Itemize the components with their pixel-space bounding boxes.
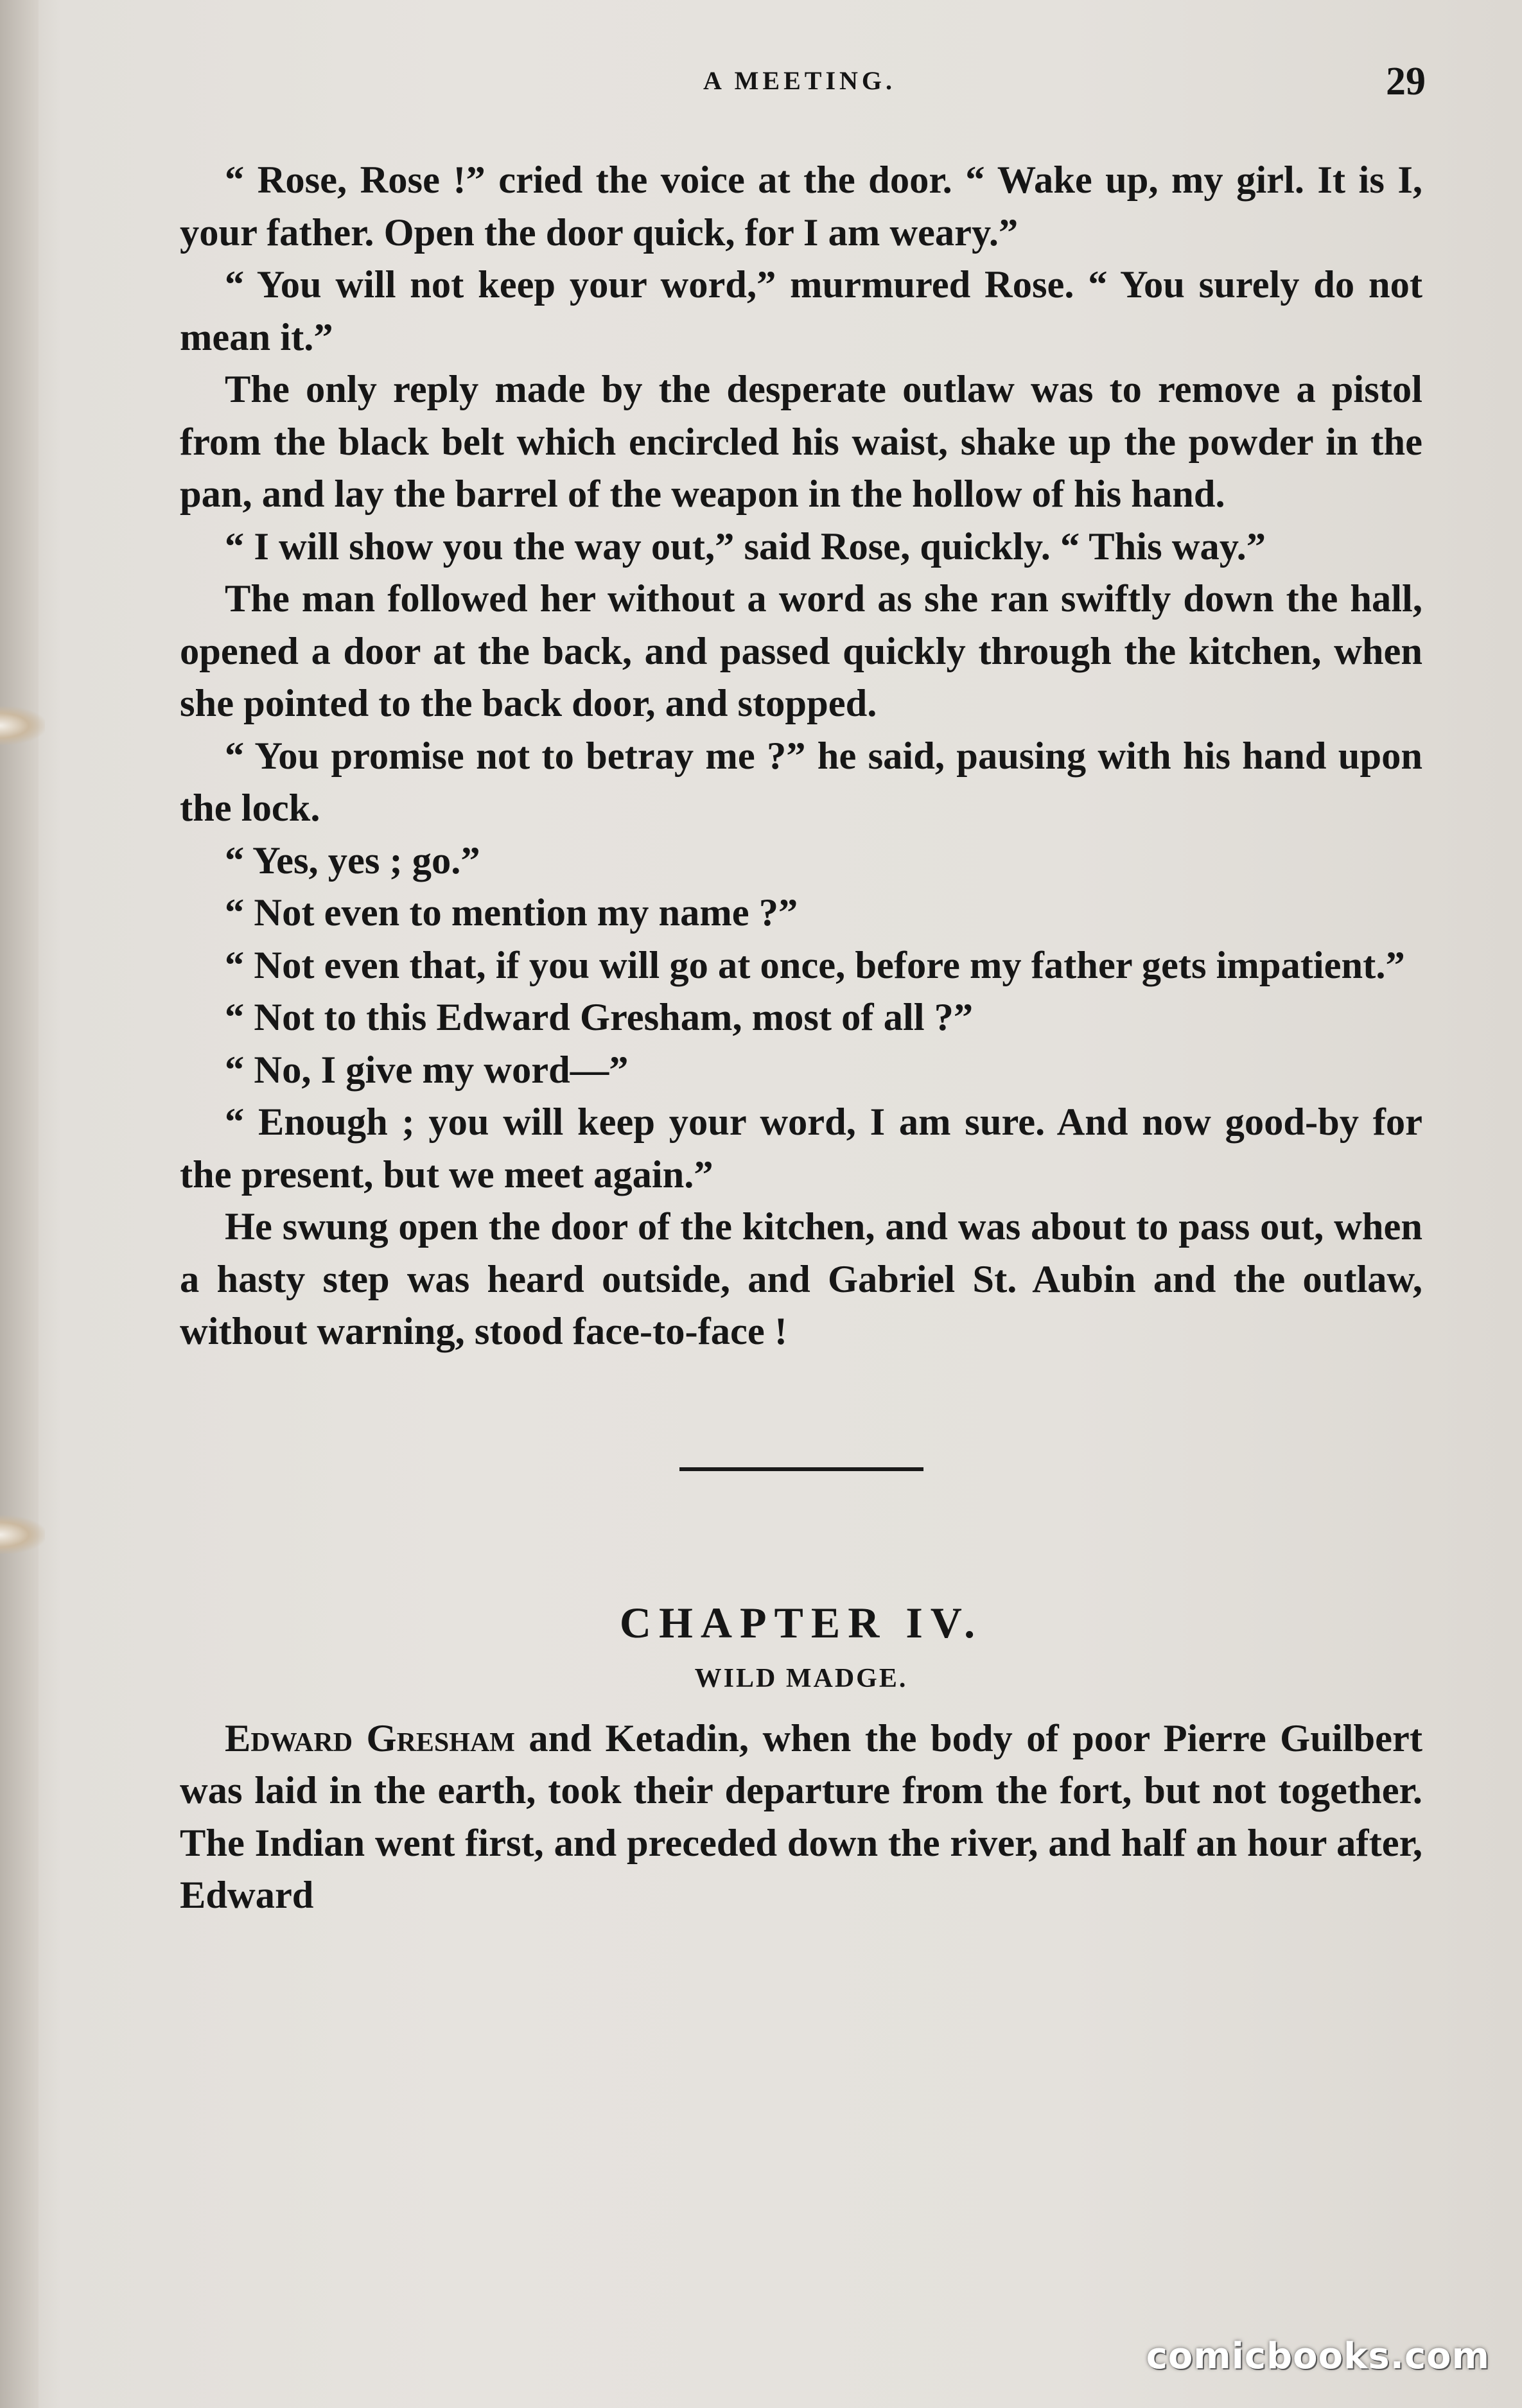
paragraph: The man followed her without a word as she ran swiftly down the hall, opened a door at the back, and passed quickly through the kitchen, when she pointed to the back door, and stopped. bbox=[180, 577, 1422, 725]
page-tear-mark bbox=[0, 706, 45, 745]
paragraph: “ Not to this Edward Gresham, most of all ?” bbox=[225, 996, 974, 1039]
page-header bbox=[173, 59, 1426, 117]
paragraph: He swung open the door of the kitchen, and was about to pass out, when a hasty step was heard outside, and Gabriel St. Aubin and the outlaw, without warning, stood face-to-face ! bbox=[180, 1205, 1422, 1353]
paragraph: “ Rose, Rose !” cried the voice at the door. “ Wake up, my girl. It is I, your father. Open the door quick, for I am weary.” bbox=[180, 159, 1422, 254]
paragraph: “ Not even to mention my name ?” bbox=[225, 891, 798, 934]
paragraph: The only reply made by the desperate outlaw was to remove a pistol from the black belt which encircled his waist, shake up the powder in the pan, and lay the barrel of the weapon in the hollow of his hand. bbox=[180, 368, 1422, 516]
paragraph: “ Yes, yes ; go.” bbox=[225, 839, 480, 882]
page-spine-shadow bbox=[0, 0, 39, 2408]
paragraph: “ You will not keep your word,” murmured Rose. “ You surely do not mean it.” bbox=[180, 263, 1422, 359]
chapter-opening-words: Edward Gresham bbox=[225, 1716, 515, 1760]
page-number: 29 bbox=[1386, 60, 1426, 103]
paragraph: “ You promise not to betray me ?” he said, pausing with his hand upon the lock. bbox=[180, 734, 1422, 830]
running-title: A MEETING. bbox=[703, 66, 897, 95]
site-watermark: comicbooks.com bbox=[1146, 2335, 1490, 2377]
paragraph: “ Enough ; you will keep your word, I am sure. And now good-by for the present, but we meet again.” bbox=[180, 1101, 1422, 1196]
body-text bbox=[180, 154, 1422, 1922]
paragraph: “ I will show you the way out,” said Rose, quickly. “ This way.” bbox=[225, 525, 1266, 568]
paragraph: “ Not even that, if you will go at once, before my father gets impatient.” bbox=[225, 943, 1405, 987]
chapter-first-paragraph bbox=[180, 1713, 1422, 1922]
section-divider bbox=[679, 1467, 923, 1471]
chapter-title: CHAPTER IV. bbox=[619, 1598, 983, 1647]
paragraph: “ No, I give my word—” bbox=[225, 1048, 629, 1092]
chapter-paragraph-text: and Ketadin, when the body of poor Pierre Guilbert was laid in the earth, took their departure from the fort, but not together. The Indian went first, and preceded down the river, and half an hour after, Edward bbox=[180, 1716, 1422, 1917]
chapter-subtitle: WILD MADGE. bbox=[694, 1663, 908, 1693]
page-tear-mark bbox=[0, 1515, 45, 1554]
